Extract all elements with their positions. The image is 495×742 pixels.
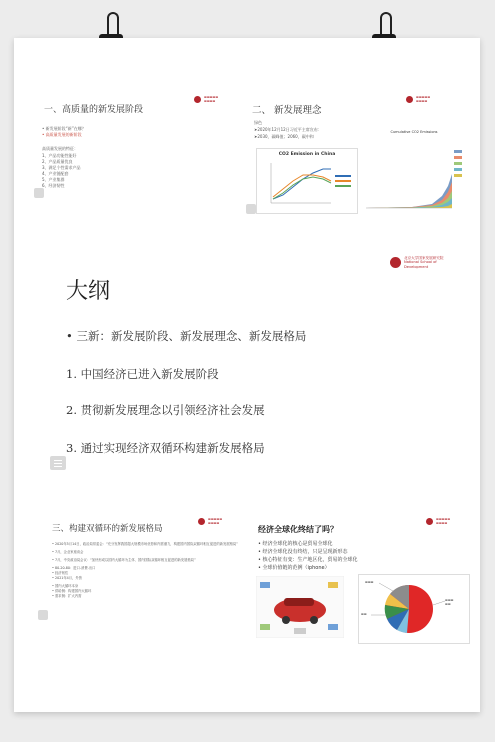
iphone-supply-chain-illustration: [256, 576, 344, 638]
chart-title: Cumulative CO2 Emissions: [390, 130, 438, 134]
slide-title: 一、高质量的新发展阶段: [44, 105, 144, 115]
list-item: 1、产品功能性能好: [42, 153, 77, 158]
features-list: [42, 153, 81, 189]
slide-logo: ▬▬▬▬▬ ▬▬▬▬: [426, 518, 450, 525]
outline-item: 1. 中国经济已进入新发展阶段: [66, 367, 219, 381]
slide-new-philosophy: [244, 90, 474, 220]
list-item: • 核心特征有变：生产地区化，贸易的全球化: [258, 557, 358, 563]
svg-text:▬▬: ▬▬: [445, 602, 451, 606]
target-line: ➤2030，碳峰值；2060，碳中和: [254, 134, 314, 139]
slide-title: 三、构建双循环的新发展格局: [52, 524, 163, 534]
list-item: • 7月，中央政治局会议：“加快形成以国内大循环为主体、国内国际双循环相互促进的新发展格局”: [52, 558, 196, 562]
outline-summary: • 三新：新发展阶段、新发展理念、新发展格局: [66, 329, 307, 343]
list-item: 2、产品质量优良: [42, 159, 73, 164]
logo-emblem-icon: [194, 96, 201, 103]
institute-name: 北京大学国家发展研究院 National School of Development: [404, 256, 444, 269]
slide-handle-icon: [38, 610, 48, 620]
list-item: • 需求侧：扩大内需: [52, 594, 82, 598]
outline-title: 大纲: [66, 279, 111, 304]
logo-emblem-icon: [198, 518, 205, 525]
svg-text:▬▬▬: ▬▬▬: [445, 598, 454, 602]
list-item: 5、产业集群: [42, 177, 65, 182]
menu-icon: [50, 456, 66, 470]
slide-dual-circulation: [22, 514, 244, 634]
list-item: • 供给侧：构建国内大循环: [52, 589, 92, 593]
list-item: 4、产业链配套: [42, 171, 69, 176]
cumulative-emissions-chart: [362, 130, 466, 214]
announce-line: ➤2020年12月12日习近平主席宣布：: [254, 127, 322, 132]
list-item: 6、经济韧性: [42, 183, 65, 188]
list-item: • 经济全球化没有终结，只是呈现新形态: [258, 549, 348, 555]
list-item: • 80-20-80：进口-消费-出口: [52, 566, 96, 570]
list-item: 3、满足个性需求产品: [42, 165, 81, 170]
slide-high-quality-stage: [22, 90, 242, 210]
list-item: • 经济韧性: [52, 571, 69, 575]
co2-line-plot: [257, 159, 357, 213]
slide-logo: ▬▬▬▬▬ ▬▬▬▬: [406, 96, 430, 103]
green-label: 绿色: [254, 120, 262, 125]
list-item: • 国内大循环本身: [52, 584, 79, 588]
chart-title: CO2 Emission in China: [278, 152, 336, 157]
logo-emblem-icon: [406, 96, 413, 103]
logo-emblem-icon: [390, 257, 401, 268]
outline-item: 3. 通过实现经济双循环构建新发展格局: [66, 441, 265, 455]
value-share-pie-chart: [358, 574, 470, 644]
slide-globalization: [250, 514, 474, 644]
poster-sheet: [14, 38, 480, 712]
features-heading: 高质量发展的特征：: [42, 146, 78, 151]
list-item: • 全球价值链的范例（iphone）: [258, 565, 330, 571]
bullet-list: [258, 540, 358, 572]
slide-outline: [28, 250, 468, 480]
slide-logo: ▬▬▬▬▬ ▬▬▬▬: [194, 96, 218, 103]
slide-handle-icon: [34, 188, 44, 198]
list-item: • 经济全球化的核心是贸易全球化: [258, 541, 333, 547]
question-2: • 高质量发展的新阶段: [42, 132, 82, 137]
institute-logo: [390, 256, 456, 269]
series-line-blue: [273, 169, 331, 199]
slide-handle-icon: [246, 204, 256, 214]
svg-text:▬▬: ▬▬: [361, 612, 367, 616]
stacked-area-plot: [362, 136, 466, 214]
slide-logo: ▬▬▬▬▬ ▬▬▬▬: [198, 518, 222, 525]
co2-line-chart: [256, 148, 358, 214]
content-list: [52, 542, 238, 599]
list-item: • 2021年4月，外资: [52, 576, 82, 580]
svg-text:▬▬▬: ▬▬▬: [365, 580, 374, 584]
question-1: • 新发展阶段“新”在哪？: [42, 126, 86, 131]
logo-emblem-icon: [426, 518, 433, 525]
list-item: • 2020年5月14日，政治局常委会：“充分发挥我国超大规模市场优势和内需潜力，构建国内国际双循环相互促进的新发展格局”: [52, 542, 238, 546]
pie-plot: [359, 575, 467, 641]
slide-title: 经济全球化终结了吗？: [258, 525, 338, 534]
slide-title: 二、 新发展理念: [252, 105, 322, 116]
list-item: • 7月，企业家座谈会: [52, 550, 84, 554]
outline-item: 2. 贯彻新发展理念以引领经济社会发展: [66, 403, 265, 417]
